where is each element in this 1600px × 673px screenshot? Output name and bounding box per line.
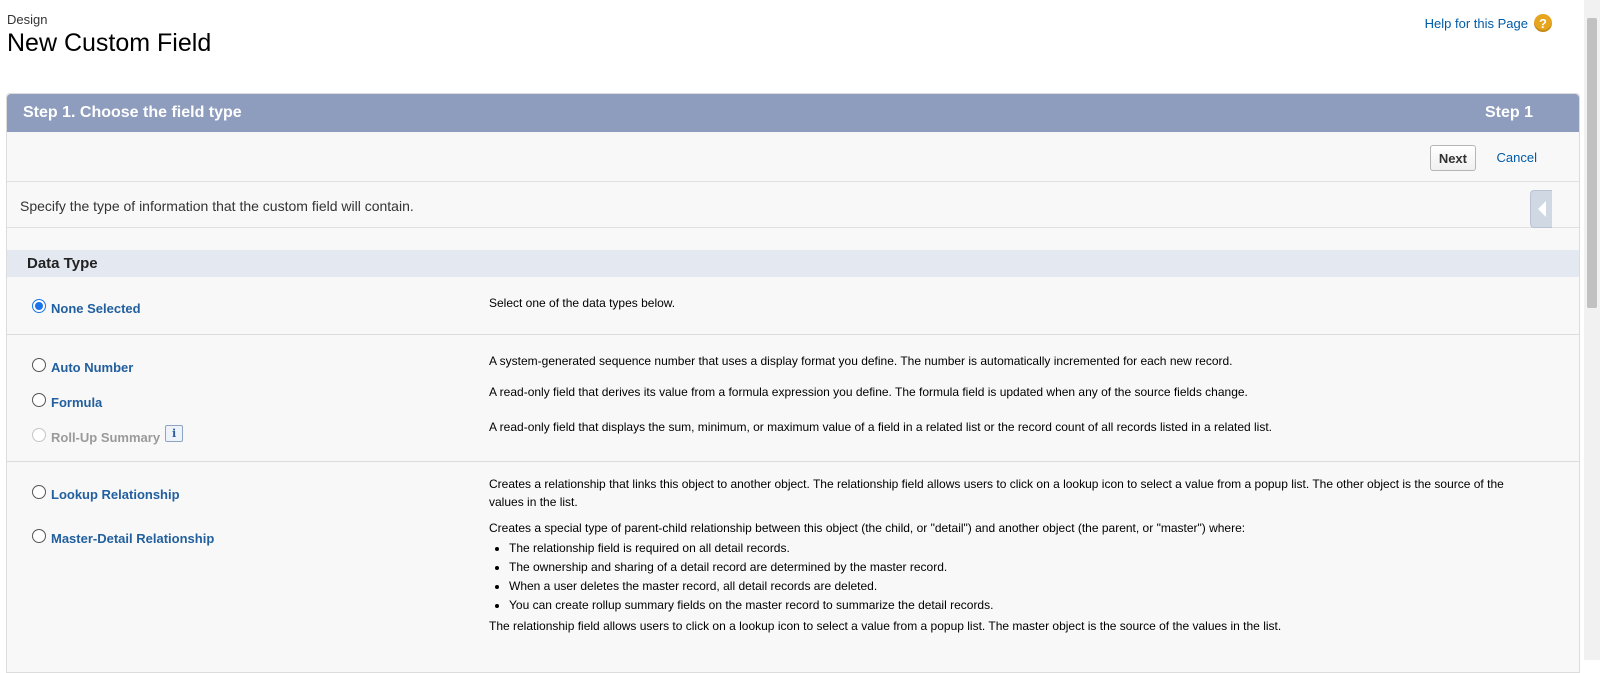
cancel-link[interactable]: Cancel — [1496, 150, 1537, 165]
label-none-selected[interactable]: None Selected — [51, 301, 141, 316]
label-auto-number[interactable]: Auto Number — [51, 360, 134, 375]
label-lookup-relationship[interactable]: Lookup Relationship — [51, 487, 180, 502]
master-detail-bullets — [489, 539, 1539, 615]
radio-rollup-summary[interactable] — [32, 428, 46, 442]
desc-auto-number: A system-generated sequence number that uses a display format you define. The number is automatically incremented for each new record. — [489, 354, 1233, 368]
group-calculated — [7, 335, 1579, 462]
next-button[interactable]: Next — [1430, 145, 1476, 171]
page-header — [7, 12, 211, 58]
collapse-sidebar-tab[interactable] — [1530, 190, 1552, 228]
help-link[interactable]: Help for this Page — [1424, 15, 1528, 31]
step-panel — [6, 93, 1580, 673]
option-rollup-summary — [7, 420, 1579, 445]
data-type-heading: Data Type — [7, 250, 1579, 277]
desc-formula: A read-only field that derives its value from a formula expression you define. The formula field is updated when any of the source fields change. — [489, 385, 1248, 399]
help-area — [1425, 14, 1552, 32]
label-master-detail[interactable]: Master-Detail Relationship — [51, 531, 215, 546]
master-detail-intro: Creates a special type of parent-child relationship between this object (the child, or "detail") and another object (the parent, or "master") where: — [489, 521, 1246, 535]
radio-auto-number[interactable] — [32, 358, 46, 372]
desc-rollup-summary: A read-only field that displays the sum, minimum, or maximum value of a field in a related list or the record count of all records listed in a related list. — [489, 420, 1273, 434]
radio-lookup-relationship[interactable] — [32, 485, 46, 499]
radio-none-selected[interactable] — [32, 299, 46, 313]
group-none — [7, 277, 1579, 335]
button-row — [7, 132, 1579, 182]
page-scrollbar[interactable] — [1584, 0, 1600, 660]
bullet-item: • The relationship field is required on all detail records. — [509, 539, 1539, 558]
panel-title: Step 1. Choose the field type — [23, 104, 242, 121]
page-eyebrow: Design — [7, 12, 48, 27]
radio-master-detail[interactable] — [32, 529, 46, 543]
option-none-selected — [7, 277, 1579, 316]
scrollbar-thumb[interactable] — [1587, 18, 1597, 308]
desc-lookup-relationship: Creates a relationship that links this object to another object. The relationship field allows users to click on a lookup icon to select a value from a popup list. The other object is the source of the values in the list. — [489, 477, 1504, 509]
step-indicator: Step 1 — [1484, 104, 1533, 121]
panel-header — [7, 94, 1579, 132]
bullet-item: • The ownership and sharing of a detail record are determined by the master record. — [509, 558, 1539, 577]
bullet-item: • When a user deletes the master record, all detail records are deleted. — [509, 577, 1539, 596]
desc-none-selected: Select one of the data types below. — [489, 296, 676, 310]
option-master-detail — [7, 521, 1579, 635]
chevron-left-icon — [1538, 201, 1546, 217]
radio-formula[interactable] — [32, 393, 46, 407]
help-question-icon[interactable]: ? — [1534, 14, 1552, 32]
master-detail-footer: The relationship field allows users to click on a lookup icon to select a value from a popup list. The master object is the source of the values in the list. — [489, 619, 1282, 633]
page-title: New Custom Field — [7, 29, 212, 57]
label-formula[interactable]: Formula — [51, 395, 103, 410]
info-icon[interactable]: i — [165, 425, 183, 442]
intro-text: Specify the type of information that the custom field will contain. — [7, 182, 1579, 228]
bullet-item: • You can create rollup summary fields on the master record to summarize the detail records. — [509, 596, 1539, 615]
group-relationships — [7, 462, 1579, 635]
label-rollup-summary: Roll-Up Summary — [51, 430, 161, 445]
desc-master-detail — [489, 519, 1579, 635]
